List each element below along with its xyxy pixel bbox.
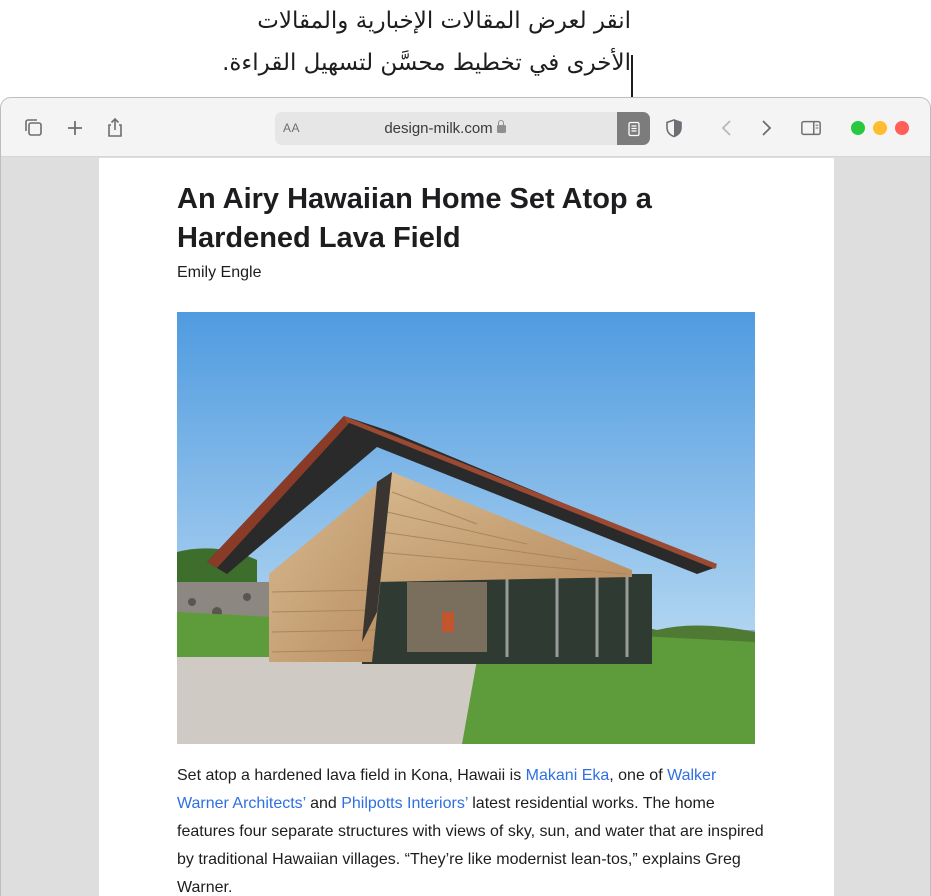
- toolbar: [1, 98, 930, 157]
- link-philpotts[interactable]: Philpotts Interiors’: [341, 795, 468, 812]
- body-text-4: latest residential works. The home features four separate structures with views of sky, sun, and water that are inspired by traditional Hawaiian villages. “They’re like modernist lean-tos,” explains Greg Warner.: [177, 795, 764, 896]
- callout-line-2: الأخرى في تخطيط محسَّن لتسهيل القراءة.: [222, 50, 631, 76]
- sidebar-icon[interactable]: [798, 116, 824, 140]
- url-text: design-milk.com: [384, 120, 493, 137]
- shield-icon[interactable]: [662, 116, 686, 140]
- browser-window: [0, 97, 931, 896]
- close-window-button[interactable]: [895, 121, 909, 135]
- callout-text: [111, 0, 631, 84]
- body-text-2: , one of: [609, 767, 668, 784]
- address-bar[interactable]: [275, 112, 650, 145]
- article-photo: [177, 312, 755, 744]
- reader-page: [99, 158, 834, 896]
- article-title: An Airy Hawaiian Home Set Atop a Hardened Lava Field: [177, 183, 652, 254]
- reader-button[interactable]: [617, 112, 650, 145]
- chevron-left-icon[interactable]: [715, 116, 739, 140]
- article-author: Emily Engle: [177, 264, 262, 281]
- article-body: [177, 762, 767, 896]
- link-makani-eka[interactable]: Makani Eka: [525, 767, 610, 784]
- zoom-window-button[interactable]: [851, 121, 865, 135]
- chevron-right-icon[interactable]: [754, 116, 778, 140]
- url-field[interactable]: [275, 120, 615, 137]
- text-size-button[interactable]: AA: [283, 121, 301, 135]
- body-text-1: Set atop a hardened lava field in Kona, Hawaii is: [177, 767, 526, 784]
- lock-icon: [497, 125, 506, 133]
- reader-icon: [627, 121, 641, 137]
- minimize-window-button[interactable]: [873, 121, 887, 135]
- body-text-3: and: [305, 795, 342, 812]
- link-walker-warner[interactable]: Walker Warner Architects’: [177, 767, 717, 812]
- new-tab-plus-icon[interactable]: [63, 116, 87, 140]
- callout-line-1: انقر لعرض المقالات الإخبارية والمقالات: [257, 8, 631, 34]
- tab-overview-icon[interactable]: [22, 116, 46, 140]
- share-icon[interactable]: [103, 116, 127, 140]
